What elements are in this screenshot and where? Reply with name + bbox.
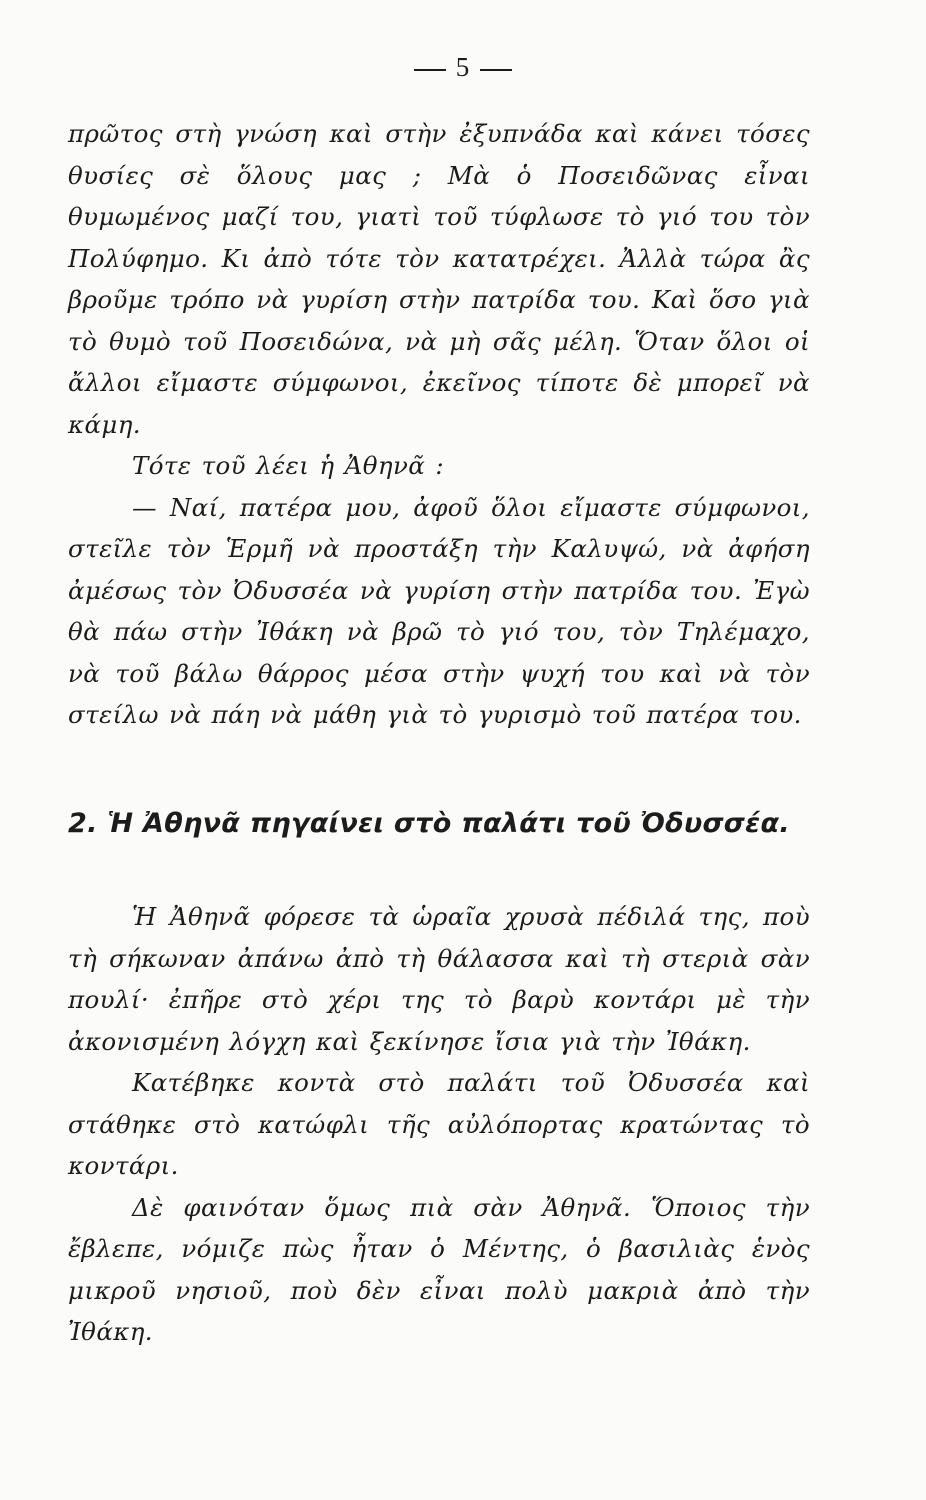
paragraph-mentes: Δὲ φαινόταν ὅμως πιὰ σὰν Ἀθηνᾶ. Ὅποιος τὴν ἔβλεπε, νόμιζε πὼς ἦταν ὁ Μέντης, ὁ βασιλιὰς ἑνὸς μικροῦ νησιοῦ, ποὺ δὲν εἶναι πολὺ μακριὰ ἀπὸ τὴν Ἰθάκη. xyxy=(68,1192,810,1346)
paragraph-continuation: πρῶτος στὴ γνώση καὶ στὴν ἐξυπνάδα καὶ κάνει τόσες θυσίες σὲ ὅλους μας ; Μὰ ὁ Ποσειδῶνας εἶναι θυμωμένος μαζί του, γιατὶ τοῦ τύφλωσε τὸ γιό του τὸν Πολύφημο. Κι ἀπὸ τότε τὸν κατατρέχει. Ἀλλὰ τώρα ἂς βροῦμε τρόπο νὰ γυρίση στὴν πατρίδα του. Καὶ ὅσο γιὰ τὸ θυμὸ τοῦ Ποσειδώνα, νὰ μὴ σᾶς μέλη. Ὅταν ὅλοι οἱ ἄλλοι εἴμαστε σύμφωνοι, ἐκεῖνος τίποτε δὲ μπορεῖ νὰ κάμη. xyxy=(68,119,810,439)
text-block-bottom xyxy=(68,896,810,1353)
page-number-header xyxy=(0,52,926,83)
text-block-top xyxy=(68,113,810,736)
page-number: 5 xyxy=(455,52,471,82)
paragraph-athena-speaks: Τότε τοῦ λέει ἡ Ἀθηνᾶ : xyxy=(132,451,445,480)
left-dash xyxy=(414,69,446,71)
paragraph-sandals: Ἡ Ἀθηνᾶ φόρεσε τὰ ὡραῖα χρυσὰ πέδιλά της, ποὺ τὴ σήκωναν ἀπάνω ἀπὸ τὴ θάλασσα καὶ τὴ στεριὰ σὰν πουλί· ἐπῆρε στὸ χέρι της τὸ βαρὺ κοντάρι μὲ τὴν ἀκονισμένη λόγχη καὶ ξεκίνησε ἴσια γιὰ τὴν Ἰθάκη. xyxy=(68,902,810,1056)
right-dash xyxy=(480,69,512,71)
section-heading: 2. Ἡ Ἀθηνᾶ πηγαίνει στὸ παλάτι τοῦ Ὀδυσσέα. xyxy=(68,808,790,839)
paragraph-dialogue: — Ναί, πατέρα μου, ἀφοῦ ὅλοι εἴμαστε σύμφωνοι, στεῖλε τὸν Ἑρμῆ νὰ προστάξη τὴν Καλυψώ, νὰ ἀφήση ἀμέσως τὸν Ὀδυσσέα νὰ γυρίση στὴν πατρίδα του. Ἐγὼ θὰ πάω στὴν Ἰθάκη νὰ βρῶ τὸ γιό του, τὸν Τηλέμαχο, νὰ τοῦ βάλω θάρρος μέσα στὴν ψυχή του καὶ νὰ τὸν στείλω νὰ πάη νὰ μάθη γιὰ τὸ γυρισμὸ τοῦ πατέρα του. xyxy=(68,492,810,729)
paragraph-palace: Κατέβηκε κοντὰ στὸ παλάτι τοῦ Ὀδυσσέα καὶ στάθηκε στὸ κατώφλι τῆς αὐλόπορτας κρατώντας τὸ κοντάρι. xyxy=(68,1068,810,1180)
